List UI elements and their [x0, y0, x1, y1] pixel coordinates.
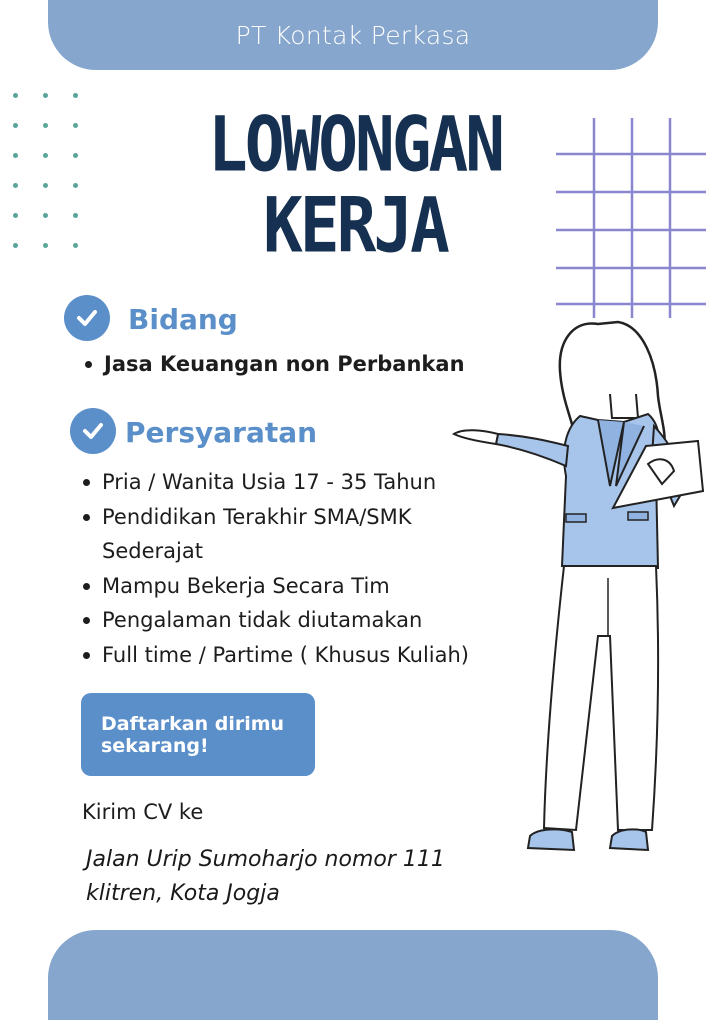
list-item: Full time / Partime ( Khusus Kuliah)	[80, 638, 440, 673]
register-button-label: Daftarkan dirimu sekarang!	[101, 713, 285, 757]
list-item: Jasa Keuangan non Perbankan	[82, 347, 465, 381]
persyaratan-heading: Persyaratan	[125, 416, 318, 449]
register-button[interactable]	[81, 693, 315, 776]
list-item: Mampu Bekerja Secara Tim	[80, 569, 440, 604]
top-banner	[48, 0, 658, 70]
company-name: PT Kontak Perkasa	[235, 20, 471, 50]
title-line-1: LOWONGAN	[208, 100, 502, 189]
check-icon	[64, 295, 110, 341]
bidang-list	[82, 347, 465, 381]
persyaratan-list	[80, 465, 469, 672]
woman-illustration	[448, 316, 706, 856]
address	[86, 843, 445, 911]
address-line-1: Jalan Urip Sumoharjo nomor 111	[86, 847, 445, 872]
list-item: Pengalaman tidak diutamakan	[80, 603, 440, 638]
bidang-heading: Bidang	[128, 303, 238, 336]
send-cv-label: Kirim CV ke	[82, 800, 204, 824]
grid-pattern	[556, 118, 706, 318]
list-item: Pria / Wanita Usia 17 - 35 Tahun	[80, 465, 440, 500]
check-icon	[70, 408, 116, 454]
title-line-2: KERJA	[263, 181, 447, 271]
list-item: Pendidikan Terakhir SMA/SMK Sederajat	[80, 500, 440, 569]
address-line-2: klitren, Kota Jogja	[86, 881, 280, 906]
page-title	[150, 100, 560, 271]
bottom-banner	[48, 930, 658, 1020]
